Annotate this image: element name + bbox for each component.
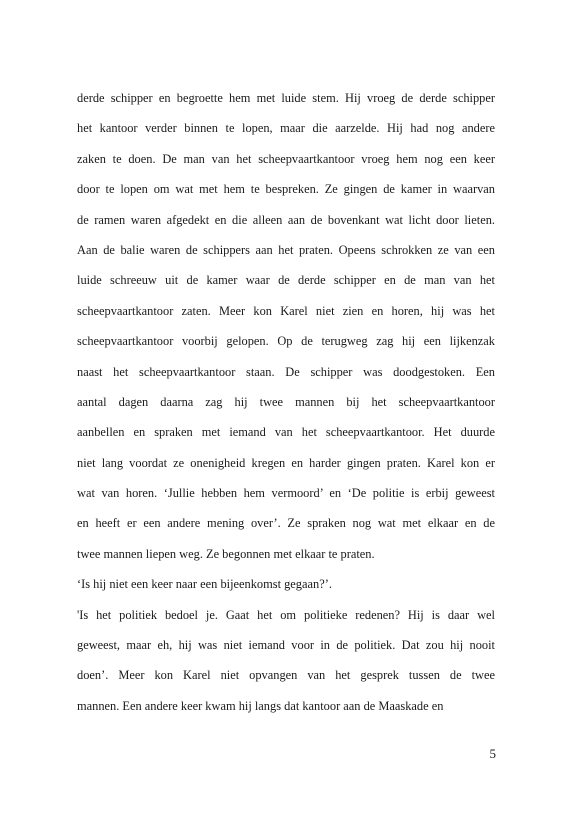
page-number: 5 (489, 746, 496, 761)
text-line: en heeft er een andere mening over’. Ze spraken nog wat met elkaar en de (77, 516, 495, 531)
text-line: mannen. Een andere keer kwam hij langs dat kantoor aan de Maaskade en (77, 698, 444, 713)
text-line: doen’. Meer kon Karel niet opvangen van het gesprek tussen de twee (77, 668, 495, 683)
text-line: aantal dagen daarna zag hij twee mannen bij het scheepvaartkantoor (77, 394, 495, 409)
text-line: scheepvaartkantoor zaten. Meer kon Karel niet zien en horen, hij was het (77, 303, 495, 318)
text-line: zaken te doen. De man van het scheepvaartkantoor vroeg hem nog een keer (77, 151, 495, 166)
text-line: de ramen waren afgedekt en die alleen aan de bovenkant wat licht door lieten. (77, 212, 495, 227)
text-line: ‘Is hij niet een keer naar een bijeenkomst gegaan?’. (77, 577, 332, 592)
text-line: het kantoor verder binnen te lopen, maar die aarzelde. Hij had nog andere (77, 121, 495, 136)
text-line: scheepvaartkantoor voorbij gelopen. Op de terugweg zag hij een lijkenzak (77, 334, 495, 349)
text-line: geweest, maar eh, hij was niet iemand voor in de politiek. Dat zou hij nooit (77, 638, 495, 653)
text-line: twee mannen liepen weg. Ze begonnen met elkaar te praten. (77, 546, 375, 561)
body-text (77, 83, 495, 721)
text-line: Aan de balie waren de schippers aan het praten. Opeens schrokken ze van een (77, 242, 495, 257)
text-line: wat van horen. ‘Jullie hebben hem vermoord’ en ‘De politie is erbij geweest (77, 486, 495, 501)
text-line: 'Is het politiek bedoel je. Gaat het om politieke redenen? Hij is daar wel (77, 607, 495, 622)
text-line: aanbellen en spraken met iemand van het scheepvaartkantoor. Het duurde (77, 425, 495, 440)
text-line: luide schreeuw uit de kamer waar de derde schipper en de man van het (77, 273, 495, 288)
text-line: niet lang voordat ze onenigheid kregen en harder gingen praten. Karel kon er (77, 455, 495, 470)
text-line: naast het scheepvaartkantoor staan. De schipper was doodgestoken. Een (77, 364, 495, 379)
text-line: derde schipper en begroette hem met luide stem. Hij vroeg de derde schipper (77, 91, 495, 105)
text-line: door te lopen om wat met hem te bespreken. Ze gingen de kamer in waarvan (77, 182, 495, 197)
